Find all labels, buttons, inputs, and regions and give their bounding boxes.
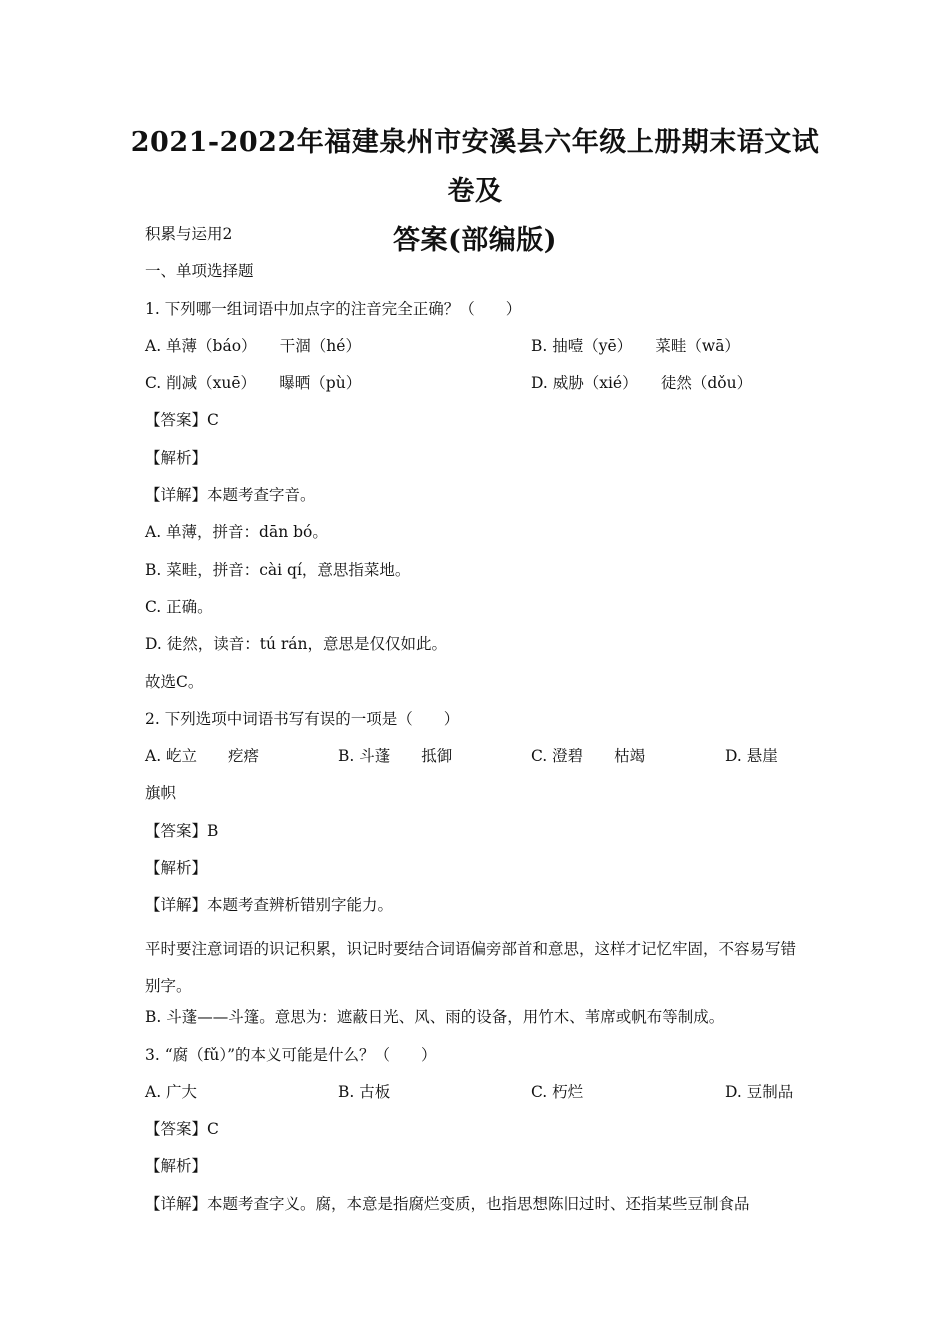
q3-analysis-label: 【解析】 bbox=[145, 1157, 208, 1176]
q2-options-row bbox=[145, 744, 810, 781]
q2-detail: 【详解】本题考查辨析错别字能力。 bbox=[145, 896, 394, 915]
q1-detail: 【详解】本题考查字音。 bbox=[145, 486, 316, 505]
q2-note: B. 斗蓬——斗篷。意思为：遮蔽日光、风、雨的设备，用竹木、苇席或帆布等制成。 bbox=[145, 1008, 725, 1027]
title-line-1: 2021-2022年福建泉州市安溪县六年级上册期末语文试卷及 bbox=[130, 127, 820, 207]
q3-answer: 【答案】C bbox=[145, 1120, 219, 1139]
q2-option-d: D. 悬崖 bbox=[725, 747, 778, 766]
q3-option-d: D. 豆制品 bbox=[725, 1082, 794, 1101]
q2-stem: 2. 下列选项中词语书写有误的一项是（ ） bbox=[145, 709, 460, 728]
q2-option-b: B. 斗蓬 抵御 bbox=[338, 747, 453, 766]
q3-option-b: B. 古板 bbox=[338, 1082, 391, 1101]
q1-answer: 【答案】C bbox=[145, 411, 219, 430]
document-body bbox=[145, 222, 810, 1229]
q1-option-d: D. 威胁（xié） 徒然（dǒu） bbox=[531, 374, 753, 393]
q1-option-a: A. 单薄（báo） 干涸（hé） bbox=[145, 336, 361, 355]
q1-option-b: B. 抽噎（yē） 菜畦（wā） bbox=[531, 336, 740, 355]
q3-detail: 【详解】本题考查字义。腐，本意是指腐烂变质，也指思想陈旧过时、还指某些豆制食品 bbox=[145, 1194, 750, 1213]
q2-option-d-wrap: 旗帜 bbox=[145, 784, 177, 803]
q1-conclusion: 故选C。 bbox=[145, 672, 204, 691]
q1-analysis-label: 【解析】 bbox=[145, 448, 208, 467]
part-heading: 一、单项选择题 bbox=[145, 262, 254, 281]
q1-options-row-2 bbox=[145, 371, 810, 408]
q1-explain-line: B. 菜畦，拼音：cài qí，意思指菜地。 bbox=[145, 560, 411, 579]
q2-option-c: C. 澄碧 枯竭 bbox=[531, 747, 646, 766]
q1-explain-line: C. 正确。 bbox=[145, 597, 213, 616]
q1-option-c: C. 削减（xuē） 曝晒（pù） bbox=[145, 374, 362, 393]
q3-stem: 3. “腐（fǔ）”的本义可能是什么？（ ） bbox=[145, 1045, 437, 1064]
q2-analysis-label: 【解析】 bbox=[145, 859, 208, 878]
q1-stem: 1. 下列哪一组词语中加点字的注音完全正确？（ ） bbox=[145, 299, 522, 318]
q1-explain-line: D. 徒然，读音：tú rán，意思是仅仅如此。 bbox=[145, 635, 448, 654]
section-label: 积累与运用2 bbox=[145, 225, 233, 243]
title-line-2: 答案(部编版) bbox=[392, 225, 558, 256]
q3-option-c: C. 朽烂 bbox=[531, 1082, 584, 1101]
q2-answer: 【答案】B bbox=[145, 821, 219, 840]
q1-explain-line: A. 单薄，拼音：dān bó。 bbox=[145, 523, 328, 542]
q2-paragraph: 平时要注意词语的识记积累，识记时要结合词语偏旁部首和意思，这样才记忆牢固，不容易写错别字。 bbox=[145, 939, 797, 995]
q3-options-row bbox=[145, 1080, 810, 1117]
q3-option-a: A. 广大 bbox=[145, 1082, 198, 1101]
q2-option-a: A. 屹立 疙瘩 bbox=[145, 747, 260, 766]
q1-options-row-1 bbox=[145, 334, 810, 371]
